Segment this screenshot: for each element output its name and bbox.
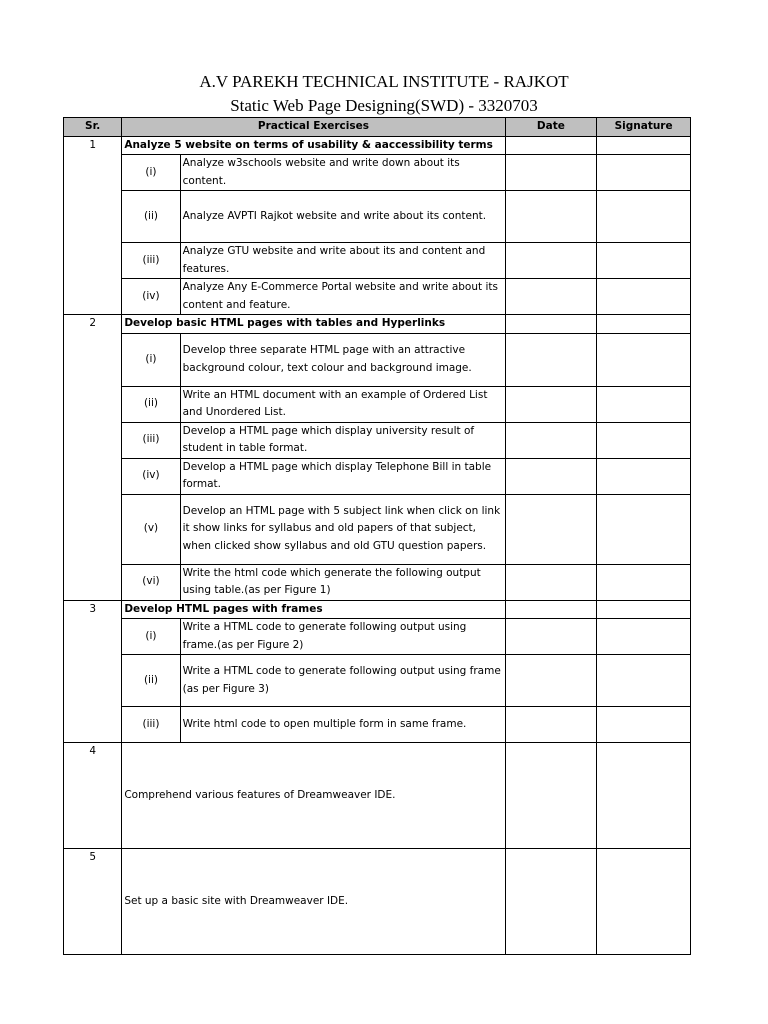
signature-cell (597, 386, 691, 422)
sr-number: 5 (64, 849, 122, 955)
sub-number: (ii) (122, 191, 180, 243)
table-row (64, 315, 691, 334)
exercise-text: Analyze w3schools website and write down about its content. (180, 155, 505, 191)
sub-number: (ii) (122, 655, 180, 707)
exercise-text: Write an HTML document with an example of Ordered List and Unordered List. (180, 386, 505, 422)
date-cell (505, 422, 597, 458)
signature-cell (597, 243, 691, 279)
signature-cell (597, 191, 691, 243)
table-row (64, 243, 691, 279)
sub-number: (iii) (122, 243, 180, 279)
table-row (64, 279, 691, 315)
signature-cell (597, 333, 691, 386)
exercise-text: Develop a HTML page which display Telephone Bill in table format. (180, 458, 505, 494)
table-row (64, 191, 691, 243)
table-row (64, 655, 691, 707)
sub-number: (iv) (122, 458, 180, 494)
exercise-text: Write a HTML code to generate following output using frame.(as per Figure 2) (180, 619, 505, 655)
date-cell (505, 494, 597, 564)
sub-number: (iv) (122, 279, 180, 315)
sub-number: (v) (122, 494, 180, 564)
exercise-heading: Analyze 5 website on terms of usability & aaccessibility terms (122, 136, 505, 155)
date-cell (505, 655, 597, 707)
date-cell (505, 386, 597, 422)
signature-cell (597, 136, 691, 155)
date-cell (505, 279, 597, 315)
exercise-text: Write html code to open multiple form in same frame. (180, 707, 505, 743)
exercise-heading: Develop HTML pages with frames (122, 600, 505, 619)
date-cell (505, 619, 597, 655)
date-cell (505, 743, 597, 849)
sub-number: (i) (122, 619, 180, 655)
signature-cell (597, 743, 691, 849)
table-row (64, 136, 691, 155)
signature-cell (597, 707, 691, 743)
signature-cell (597, 849, 691, 955)
header-sr: Sr. (64, 118, 122, 137)
sub-number: (iii) (122, 422, 180, 458)
exercise-text: Write the html code which generate the following output using table.(as per Figure 1) (180, 564, 505, 600)
table-row (64, 707, 691, 743)
date-cell (505, 191, 597, 243)
sr-number: 4 (64, 743, 122, 849)
date-cell (505, 707, 597, 743)
sub-number: (vi) (122, 564, 180, 600)
signature-cell (597, 564, 691, 600)
date-cell (505, 600, 597, 619)
sr-number: 1 (64, 136, 122, 315)
signature-cell (597, 458, 691, 494)
header-signature: Signature (597, 118, 691, 137)
date-cell (505, 243, 597, 279)
date-cell (505, 333, 597, 386)
sr-number: 3 (64, 600, 122, 743)
header-date: Date (505, 118, 597, 137)
institute-title: A.V PAREKH TECHNICAL INSTITUTE - RAJKOT (199, 72, 569, 91)
signature-cell (597, 155, 691, 191)
exercise-text: Write a HTML code to generate following output using frame (as per Figure 3) (180, 655, 505, 707)
signature-cell (597, 600, 691, 619)
exercise-text: Develop a HTML page which display university result of student in table format. (180, 422, 505, 458)
date-cell (505, 564, 597, 600)
exercise-text: Analyze GTU website and write about its and content and features. (180, 243, 505, 279)
date-cell (505, 136, 597, 155)
header-exercises: Practical Exercises (122, 118, 505, 137)
sub-number: (i) (122, 155, 180, 191)
date-cell (505, 458, 597, 494)
date-cell (505, 315, 597, 334)
table-row (64, 564, 691, 600)
table-row (64, 743, 691, 849)
signature-cell (597, 655, 691, 707)
signature-cell (597, 494, 691, 564)
table-row (64, 619, 691, 655)
signature-cell (597, 619, 691, 655)
date-cell (505, 155, 597, 191)
exercise-text: Analyze AVPTI Rajkot website and write about its content. (180, 191, 505, 243)
table-row (64, 494, 691, 564)
exercise-description: Set up a basic site with Dreamweaver IDE. (122, 849, 505, 955)
signature-cell (597, 422, 691, 458)
date-cell (505, 849, 597, 955)
signature-cell (597, 315, 691, 334)
table-row (64, 422, 691, 458)
practical-exercises-table (63, 117, 691, 955)
table-row (64, 849, 691, 955)
sr-number: 2 (64, 315, 122, 601)
table-row (64, 600, 691, 619)
table-header-row (64, 118, 691, 137)
signature-cell (597, 279, 691, 315)
table-row (64, 155, 691, 191)
exercise-description: Comprehend various features of Dreamweaver IDE. (122, 743, 505, 849)
exercise-text: Analyze Any E-Commerce Portal website and write about its content and feature. (180, 279, 505, 315)
table-row (64, 386, 691, 422)
sub-number: (i) (122, 333, 180, 386)
table-row (64, 458, 691, 494)
exercise-text: Develop an HTML page with 5 subject link when click on link it show links for syllabus and old papers of that subject, when clicked show syllabus and old GTU question papers. (180, 494, 505, 564)
exercise-text: Develop three separate HTML page with an attractive background colour, text colour and background image. (180, 333, 505, 386)
sub-number: (ii) (122, 386, 180, 422)
subject-title: Static Web Page Designing(SWD) - 3320703 (230, 96, 538, 115)
exercise-heading: Develop basic HTML pages with tables and Hyperlinks (122, 315, 505, 334)
sub-number: (iii) (122, 707, 180, 743)
table-row (64, 333, 691, 386)
